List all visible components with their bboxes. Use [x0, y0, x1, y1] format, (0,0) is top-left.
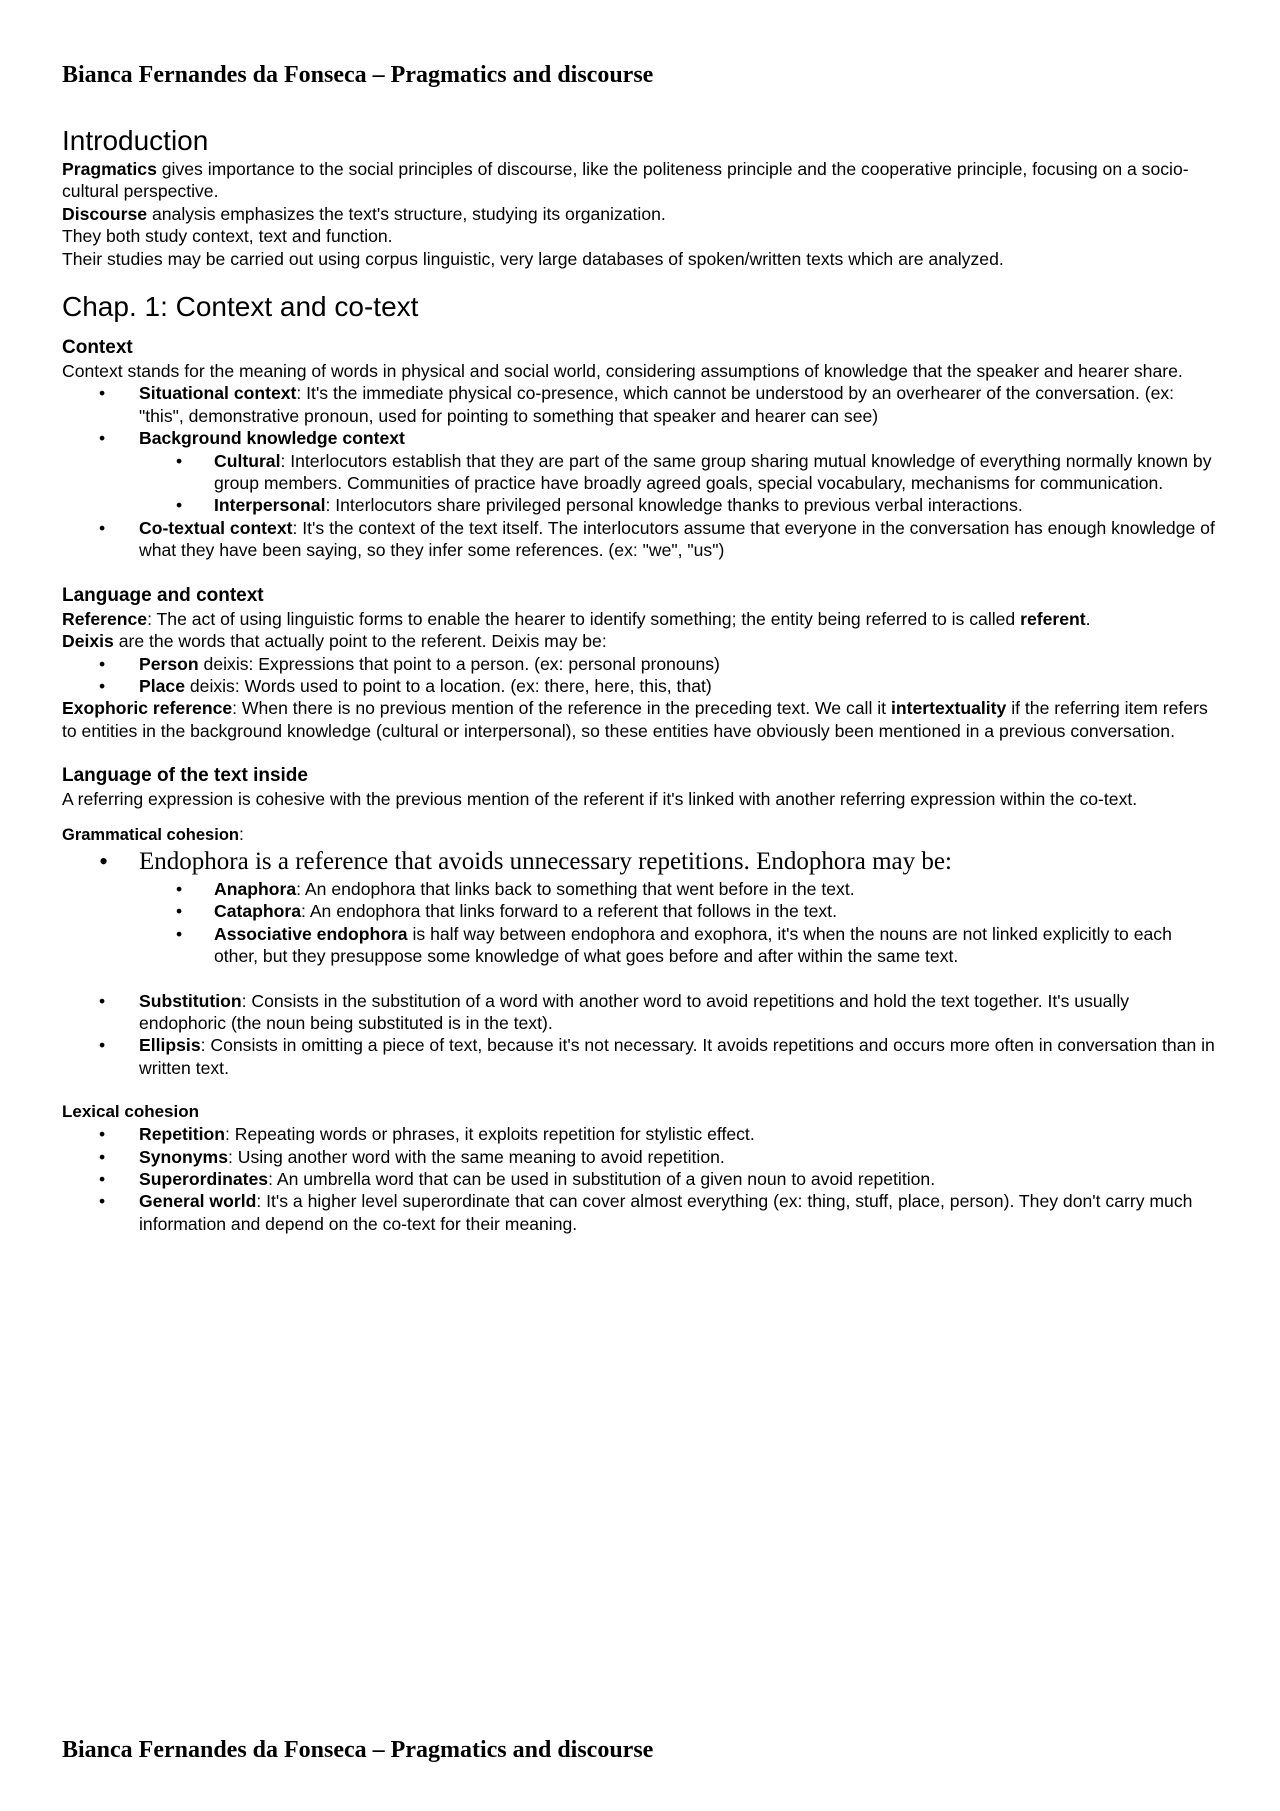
reference-end: .	[1085, 608, 1091, 629]
term-situational: Situational context	[139, 383, 297, 404]
place-text: deixis: Words used to point to a location. (ex: there, here, this, that)	[184, 675, 712, 696]
term-cotextual: Co-textual context	[139, 517, 293, 538]
list-item-ellipsis	[62, 1034, 1220, 1079]
cohesion-definition: A referring expression is cohesive with the previous mention of the referent if it's linked with another referring expression within the co-text.	[62, 789, 1138, 810]
list-item-background	[62, 427, 1220, 449]
term-anaphora: Anaphora	[214, 878, 297, 899]
reference-paragraph	[62, 608, 1220, 630]
section-title-introduction: Introduction	[62, 125, 209, 156]
list-item-cataphora	[62, 900, 1220, 922]
term-associative: Associative endophora	[214, 923, 408, 944]
intro-p1-text: gives importance to the social principles of discourse, like the politeness principle and the cooperative principle, focusing on a socio-cultural perspective.	[62, 159, 1189, 202]
cotextual-text: : It's the context of the text itself. The interlocutors assume that everyone in the conversation has enough knowledge of what they have been saying, so they infer some references. (ex: "we", "us")	[139, 517, 1215, 561]
term-reference: Reference	[62, 608, 148, 629]
intertextuality-text: if the referring item refers to entities in the background knowledge (cultural or interpersonal), so these entities have obviously been mentioned in a previous conversation.	[62, 698, 1208, 741]
anaphora-text: : An endophora that links back to something that went before in the text.	[296, 878, 855, 899]
list-item-interpersonal	[62, 494, 1220, 516]
term-grammatical-cohesion: Grammatical cohesion	[62, 825, 239, 844]
term-intertextuality: intertextuality	[890, 698, 1007, 719]
term-general-world: General world	[139, 1191, 257, 1212]
term-deixis: Deixis	[62, 631, 114, 652]
term-substitution: Substitution	[139, 990, 242, 1011]
substitution-text: : Consists in the substitution of a word with another word to avoid repetitions and hold the text together. It's usually endophoric (the noun being substituted is in the text).	[139, 990, 1130, 1033]
ellipsis-text: : Consists in omitting a piece of text, because it's not necessary. It avoids repetitions and occurs more often in conversation than in written text.	[139, 1035, 1215, 1078]
grammatical-cohesion-label	[62, 823, 1220, 846]
term-pragmatics: Pragmatics	[62, 159, 157, 179]
list-item-place-deixis	[62, 675, 1220, 697]
list-item-cotextual	[62, 517, 1220, 562]
intro-paragraph-both: They both study context, text and function.	[62, 226, 393, 247]
subheading-language-of-text: Language of the text inside	[62, 765, 308, 787]
background-subtypes-list	[62, 450, 1220, 517]
exophoric-paragraph	[62, 697, 1220, 742]
intro-paragraph-pragmatics	[62, 158, 1220, 203]
deixis-paragraph	[62, 630, 1220, 652]
term-background: Background knowledge context	[139, 428, 405, 449]
deixis-list	[62, 653, 1220, 698]
list-item-associative	[62, 923, 1220, 968]
page-header: Bianca Fernandes da Fonseca – Pragmatics and discourse	[62, 62, 654, 88]
term-repetition: Repetition	[139, 1124, 226, 1145]
situational-text: : It's the immediate physical co-presence, which cannot be understood by an overhearer of the conversation. (ex: "this", demonstrative pronoun, used for pointing to something that speaker and hearer can see)	[139, 383, 1175, 426]
intro-paragraph-corpus: Their studies may be carried out using corpus linguistic, very large databases of spoken/written texts which are analyzed.	[62, 248, 1004, 269]
context-types-list	[62, 382, 1220, 449]
cultural-text: : Interlocutors establish that they are part of the same group sharing mutual knowledge of everything normally known by group members. Communities of practice have broadly agreed goals, special vocabulary, mechanisms for communication.	[214, 450, 1212, 494]
term-place: Place	[139, 675, 185, 696]
term-referent: referent	[1020, 608, 1086, 629]
endophora-types-list	[62, 878, 1220, 968]
list-item-situational	[62, 382, 1220, 427]
term-interpersonal: Interpersonal	[214, 495, 326, 516]
term-person: Person	[139, 653, 199, 674]
term-ellipsis: Ellipsis	[139, 1035, 201, 1056]
subheading-context: Context	[62, 337, 133, 359]
subheading-lexical-cohesion: Lexical cohesion	[62, 1102, 199, 1122]
exophoric-text: : When there is no previous mention of the reference in the preceding text. We call it	[232, 698, 891, 719]
intro-p2-text: analysis emphasizes the text's structure, studying its organization.	[147, 203, 666, 224]
associative-text: is half way between endophora and exophora, it's when the nouns are not linked explicitly to each other, but they presuppose some knowledge of what goes before and after within the same text.	[214, 923, 1172, 967]
list-item-substitution	[62, 990, 1220, 1035]
term-exophoric: Exophoric reference	[62, 698, 233, 719]
section-title-chapter-1: Chap. 1: Context and co-text	[62, 291, 419, 323]
intro-paragraph-discourse	[62, 203, 1220, 225]
lexical-cohesion-list	[62, 1123, 1220, 1235]
list-item-anaphora	[62, 878, 1220, 900]
term-cultural: Cultural	[214, 450, 281, 471]
term-synonyms: Synonyms	[139, 1146, 228, 1167]
repetition-text: : Repeating words or phrases, it exploits repetition for stylistic effect.	[225, 1124, 755, 1145]
list-item-repetition	[62, 1123, 1220, 1145]
superordinates-text: : An umbrella word that can be used in substitution of a given noun to avoid repetition.	[268, 1169, 936, 1189]
subheading-language-and-context: Language and context	[62, 584, 264, 606]
page-footer-header: Bianca Fernandes da Fonseca – Pragmatics and discourse	[62, 1737, 654, 1763]
general-world-text: : It's a higher level superordinate that can cover almost everything (ex: thing, stuff, place, person). They don't carry much information and depend on the co-text for their meaning.	[139, 1191, 1193, 1234]
reference-text: : The act of using linguistic forms to enable the hearer to identify something; the entity being referred to is called	[147, 608, 1021, 629]
context-definition: Context stands for the meaning of words in physical and social world, considering assumptions of knowledge that the speaker and hearer share.	[62, 361, 1183, 382]
list-item-endophora: • Endophora is a reference that avoids unnecessary repetitions. Endophora may be:	[62, 846, 1220, 878]
interpersonal-text: : Interlocutors share privileged personal knowledge thanks to previous verbal interactions.	[325, 495, 1023, 516]
context-types-list-continued	[62, 517, 1220, 562]
list-item-cultural	[62, 450, 1220, 495]
person-text: deixis: Expressions that point to a person. (ex: personal pronouns)	[198, 653, 720, 674]
synonyms-text: : Using another word with the same meaning to avoid repetition.	[227, 1146, 725, 1167]
cataphora-text: : An endophora that links forward to a referent that follows in the text.	[301, 901, 837, 922]
term-superordinates: Superordinates	[139, 1169, 269, 1189]
list-item-superordinates	[62, 1168, 1220, 1190]
list-item-synonyms	[62, 1146, 1220, 1168]
endophora-list	[62, 846, 1220, 878]
term-cataphora: Cataphora	[214, 901, 302, 922]
document-body	[62, 124, 1220, 1235]
cohesion-methods-list	[62, 990, 1220, 1080]
term-discourse: Discourse	[62, 203, 148, 224]
grammatical-colon: :	[238, 823, 244, 844]
list-item-general-world	[62, 1190, 1220, 1235]
deixis-text: are the words that actually point to the referent. Deixis may be:	[113, 631, 607, 652]
list-item-person-deixis	[62, 653, 1220, 675]
